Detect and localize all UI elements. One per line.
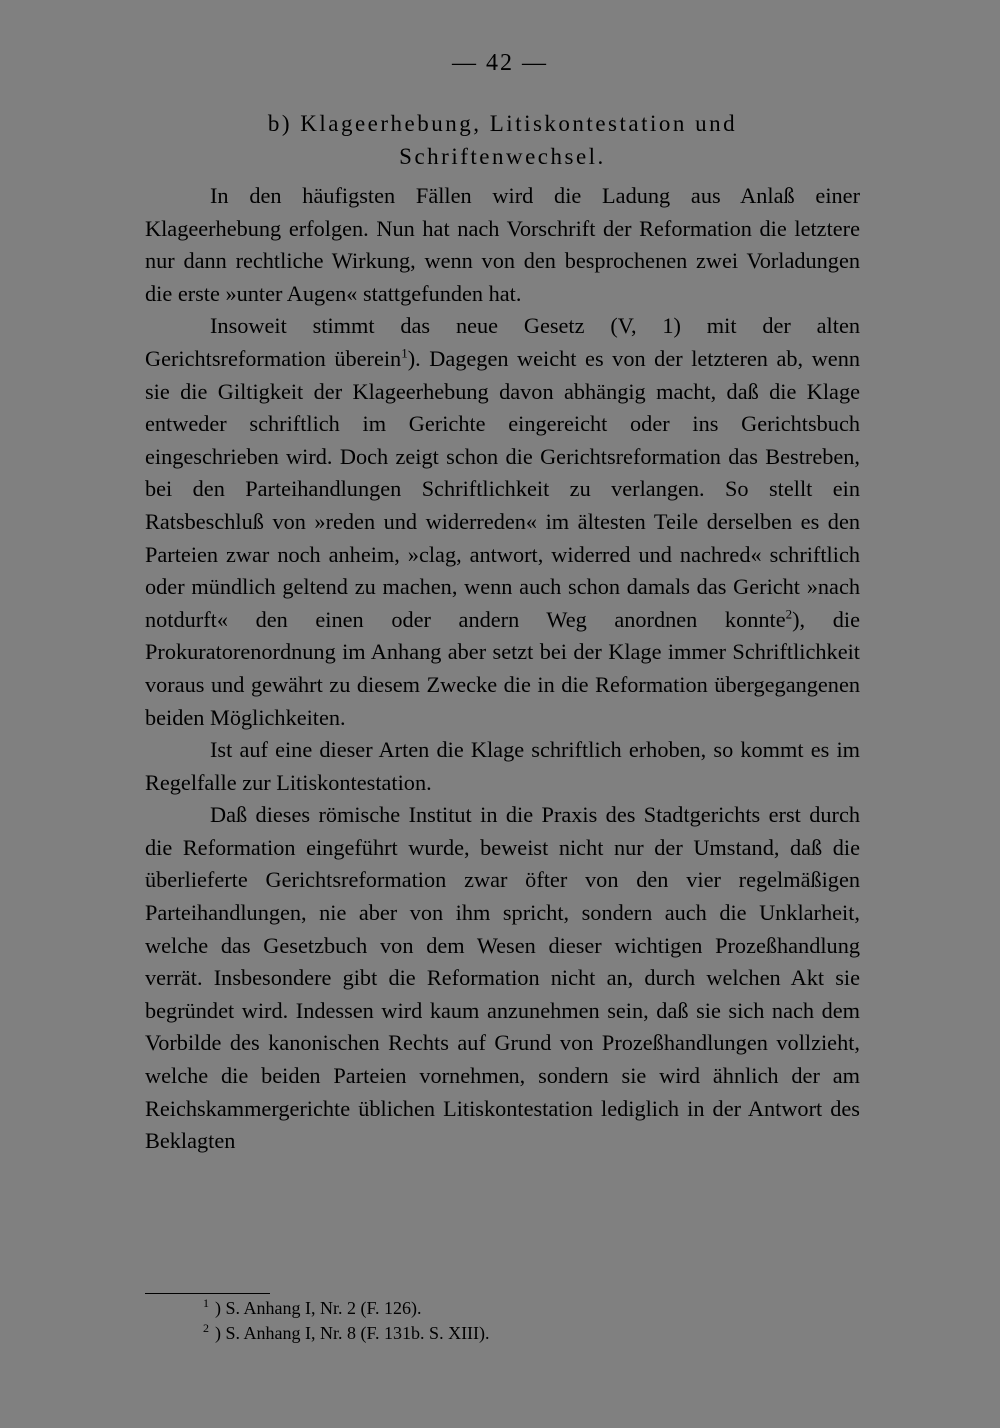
paragraph: Ist auf eine dieser Arten die Klage schriftlich erhoben, so kommt es im Regelfalle zur Litiskontestation. — [145, 737, 860, 795]
paragraph-text: ), die Prokuratorenordnung im Anhang aber setzt bei der Klage immer Schriftlichkeit voraus und gewährt zu diesem Zwecke die in die Reformation übergegangenen beiden Möglichkeiten. — [145, 606, 860, 730]
footnote-ref: 1 — [401, 345, 408, 361]
paragraph: In den häufigsten Fällen wird die Ladung aus Anlaß einer Klageerhebung erfolgen. Nun hat nach Vorschrift der Reformation die letztere nur dann rechtliche Wirkung, wenn von den besprochenen zwei Vorladungen die erste »unter Augen« stattgefunden hat. — [145, 183, 860, 306]
section-heading — [145, 108, 860, 173]
footnote-mark: 2 — [203, 1321, 209, 1335]
heading-line-1: b) Klageerhebung, Litiskontestation und — [267, 111, 738, 136]
footnote — [203, 1321, 490, 1346]
footnote-text: ) S. Anhang I, Nr. 8 (F. 131b. S. XIII). — [215, 1323, 490, 1343]
footnote-text: ) S. Anhang I, Nr. 2 (F. 126). — [215, 1298, 422, 1318]
footnote — [203, 1296, 490, 1321]
paragraph: Daß dieses römische Institut in die Praxis des Stadtgerichts erst durch die Reformation eingeführt wurde, beweist nicht nur der Umstand, daß die überlieferte Gerichtsreformation zwar öfter von den vier regelmäßigen Parteihandlungen, nie aber von ihm spricht, sondern auch die Unklarheit, welche das Gesetzbuch von dem Wesen dieser wichtigen Prozeßhandlung verrät. Insbesondere gibt die Reformation nicht an, durch welchen Akt sie begründet wird. Indessen wird kaum anzunehmen sein, daß sie sich nach dem Vorbilde des kanonischen Rechts auf Grund von Prozeßhandlungen vollzieht, welche die beiden Parteien vornehmen, sondern sie wird ähnlich der am Reichskammergerichte üblichen Litiskontestation lediglich in der Antwort des Beklagten — [145, 802, 860, 1154]
footnote-divider — [145, 1293, 270, 1294]
paragraph-text: Insoweit stimmt das neue Gesetz (V, 1) mit der alten Gerichtsreformation überein — [145, 313, 860, 371]
footnote-ref: 2 — [785, 606, 793, 622]
paragraph — [145, 310, 860, 734]
footnote-mark: 1 — [203, 1296, 209, 1310]
heading-line-2: Schriftenwechsel. — [399, 143, 606, 169]
footnotes — [203, 1296, 490, 1346]
paragraph-text: ). Dagegen weicht es von der letzteren ab, wenn sie die Giltigkeit der Klageerhebung davon abhängig macht, daß die Klage entweder schriftlich im Gerichte eingereicht oder ins Gerichtsbuch eingeschrieben wird. Doch zeigt schon die Gerichtsreformation das Bestreben, bei den Parteihandlungen Schriftlichkeit zu verlangen. So stellt ein Ratsbeschluß von »reden und widerreden« im ältesten Teile derselben es den Parteien zwar noch anheim, »clag, antwort, widerred und nachred« schriftlich oder mündlich geltend zu machen, wenn auch schon damals das Gericht »nach notdurft« den einen oder andern Weg anordnen konnte — [145, 345, 860, 632]
page-number: — 42 — — [452, 50, 548, 76]
body-text — [145, 180, 860, 1158]
